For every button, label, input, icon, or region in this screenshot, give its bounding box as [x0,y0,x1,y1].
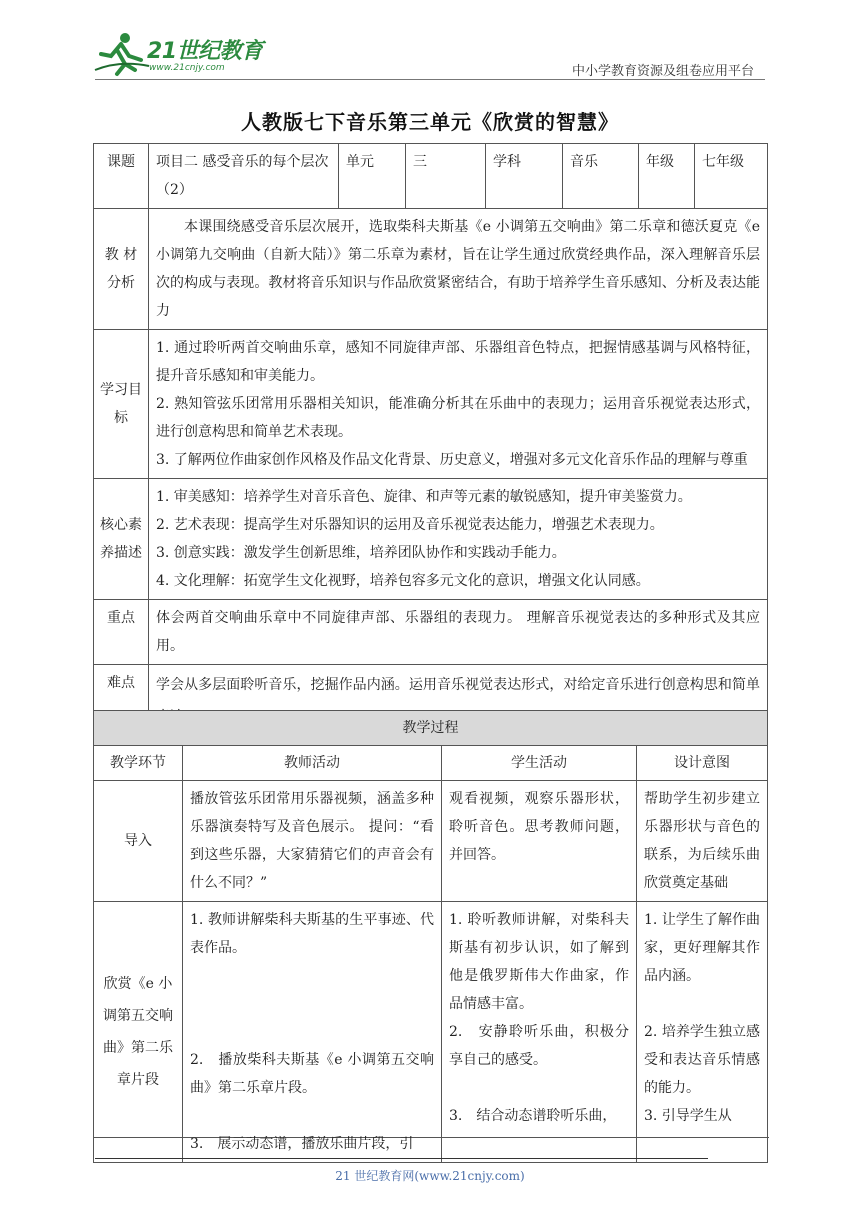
analysis-text: 本课围绕感受音乐层次展开，选取柴科夫斯基《e 小调第五交响曲》第二乐章和德沃夏克《e 小调第九交响曲（自新大陆）》第二乐章为素材，旨在让学生通过欣赏经典作品，深入理解音乐层次的构成与表现。教材将音乐知识与作品欣赏紧密结合，有助于培养学生音乐感知、分析及表达能力 [149,209,768,330]
logo-url: www.21cnjy.com [149,63,225,73]
subject-label: 学科 [486,144,563,209]
header-stage: 教学环节 [94,746,183,781]
grade-label: 年级 [639,144,695,209]
objectives-list [149,330,768,479]
objectives-label: 学习目标 [94,330,149,479]
footer-text: 21 世纪教育网(www.21cnjy.com) [335,1169,525,1183]
appreciate-intent [637,902,768,1163]
spacer [190,1018,434,1046]
intro-row [94,781,768,902]
grade-value: 七年级 [695,144,768,209]
spacer [449,1074,629,1102]
teacher-step: 2. 播放柴科夫斯基《e 小调第五交响曲》第二乐章片段。 [190,1052,434,1096]
literacy-list [149,479,768,600]
footer-divider [95,1158,708,1159]
intent-step: 2. 培养学生独立感受和表达音乐情感的能力。 [644,1024,760,1096]
intent-step: 3. 引导学生从 [644,1108,732,1124]
header-intent: 设计意图 [637,746,768,781]
literacy-row [94,479,768,600]
literacy-item: 1. 审美感知：培养学生对音乐音色、旋律、和声等元素的敏锐感知，提升审美鉴赏力。 [156,489,692,505]
header-teacher: 教师活动 [183,746,442,781]
key-points-row [94,600,768,665]
lesson-info-table [93,143,768,738]
student-step: 1. 聆听教师讲解，对柴科夫斯基有初步认识，如了解到他是俄罗斯伟大作曲家，作品情感丰富。 [449,912,629,1012]
teacher-step: 1. 教师讲解柴科夫斯基的生平事迹、代表作品。 [190,912,434,956]
spacer [190,990,434,1018]
document-title: 人教版七下音乐第三单元《欣赏的智慧》 [241,110,619,134]
student-step: 3. 结合动态谱聆听乐曲， [449,1108,617,1124]
difficulties-text: 学会从多层面聆听音乐，挖掘作品内涵。运用音乐视觉表达形式，对给定音乐进行创意构思和简单 [149,665,768,738]
header-student: 学生活动 [442,746,637,781]
course-value: 项目二 感受音乐的每个层次（2） [149,144,339,209]
analysis-row [94,209,768,330]
intro-teacher: 播放管弦乐团常用乐器视频，涵盖多种乐器演奏特写及音色展示。 提问：“看到这些乐器，大家猜猜它们的声音会有什么不同？” [183,781,442,902]
spacer [644,990,760,1018]
intro-student: 观看视频，观察乐器形状，聆听音色。思考教师问题，并回答。 [442,781,637,902]
subject-value: 音乐 [563,144,639,209]
literacy-item: 3. 创意实践：激发学生创新思维，培养团队协作和实践动手能力。 [156,545,566,561]
header-divider [95,79,765,80]
objective-item: 3. 了解两位作曲家创作风格及作品文化背景、历史意义，增强对多元文化音乐作品的理解与尊重 [156,452,748,468]
course-row [94,144,768,209]
intro-intent: 帮助学生初步建立乐器形状与音色的联系，为后续乐曲欣赏奠定基础 [637,781,768,902]
student-step: 2. 安静聆听乐曲，积极分享自己的感受。 [449,1024,629,1068]
objectives-row [94,330,768,479]
appreciate-row [94,902,768,1163]
course-label: 课题 [94,144,149,209]
process-header-row [94,746,768,781]
analysis-label: 教 材分析 [94,209,149,330]
objective-item: 2. 熟知管弦乐团常用乐器相关知识，能准确分析其在乐曲中的表现力；运用音乐视觉表达形式，进行创意构思和简单艺术表现。 [156,396,760,440]
teaching-process-table [93,710,768,1163]
logo [95,30,265,80]
runner-logo-icon [95,30,149,78]
key-points-text: 体会两首交响曲乐章中不同旋律声部、乐器组的表现力。 理解音乐视觉表达的多种形式及其应用。 [149,600,768,665]
difficulties-label: 难点 [94,665,149,738]
key-points-label: 重点 [94,600,149,665]
unit-label: 单元 [339,144,406,209]
objective-item: 1. 通过聆听两首交响曲乐章，感知不同旋律声部、乐器组音色特点，把握情感基调与风格特征，提升音乐感知和审美能力。 [156,340,760,384]
literacy-item: 4. 文化理解：拓宽学生文化视野，培养包容多元文化的意识，增强文化认同感。 [156,573,650,589]
process-title-row [94,711,768,746]
page-clip [93,710,769,1152]
appreciate-teacher [183,902,442,1163]
logo-text: 21世纪教育 [147,39,263,64]
literacy-label: 核心素养描述 [94,479,149,600]
spacer [190,962,434,990]
intent-step: 1. 让学生了解作曲家，更好理解其作品内涵。 [644,912,760,984]
appreciate-student [442,902,637,1163]
page-header [0,0,860,90]
process-title: 教学过程 [94,711,768,746]
appreciate-stage: 欣赏《e 小调第五交响曲》第二乐章片段 [94,902,183,1163]
spacer [190,1102,434,1130]
intro-stage: 导入 [94,781,183,902]
teacher-step: 3. 展示动态谱，播放乐曲片段，引 [190,1136,414,1152]
literacy-item: 2. 艺术表现：提高学生对乐器知识的运用及音乐视觉表达能力，增强艺术表现力。 [156,517,664,533]
platform-name: 中小学教育资源及组卷应用平台 [571,64,754,79]
unit-value: 三 [406,144,486,209]
